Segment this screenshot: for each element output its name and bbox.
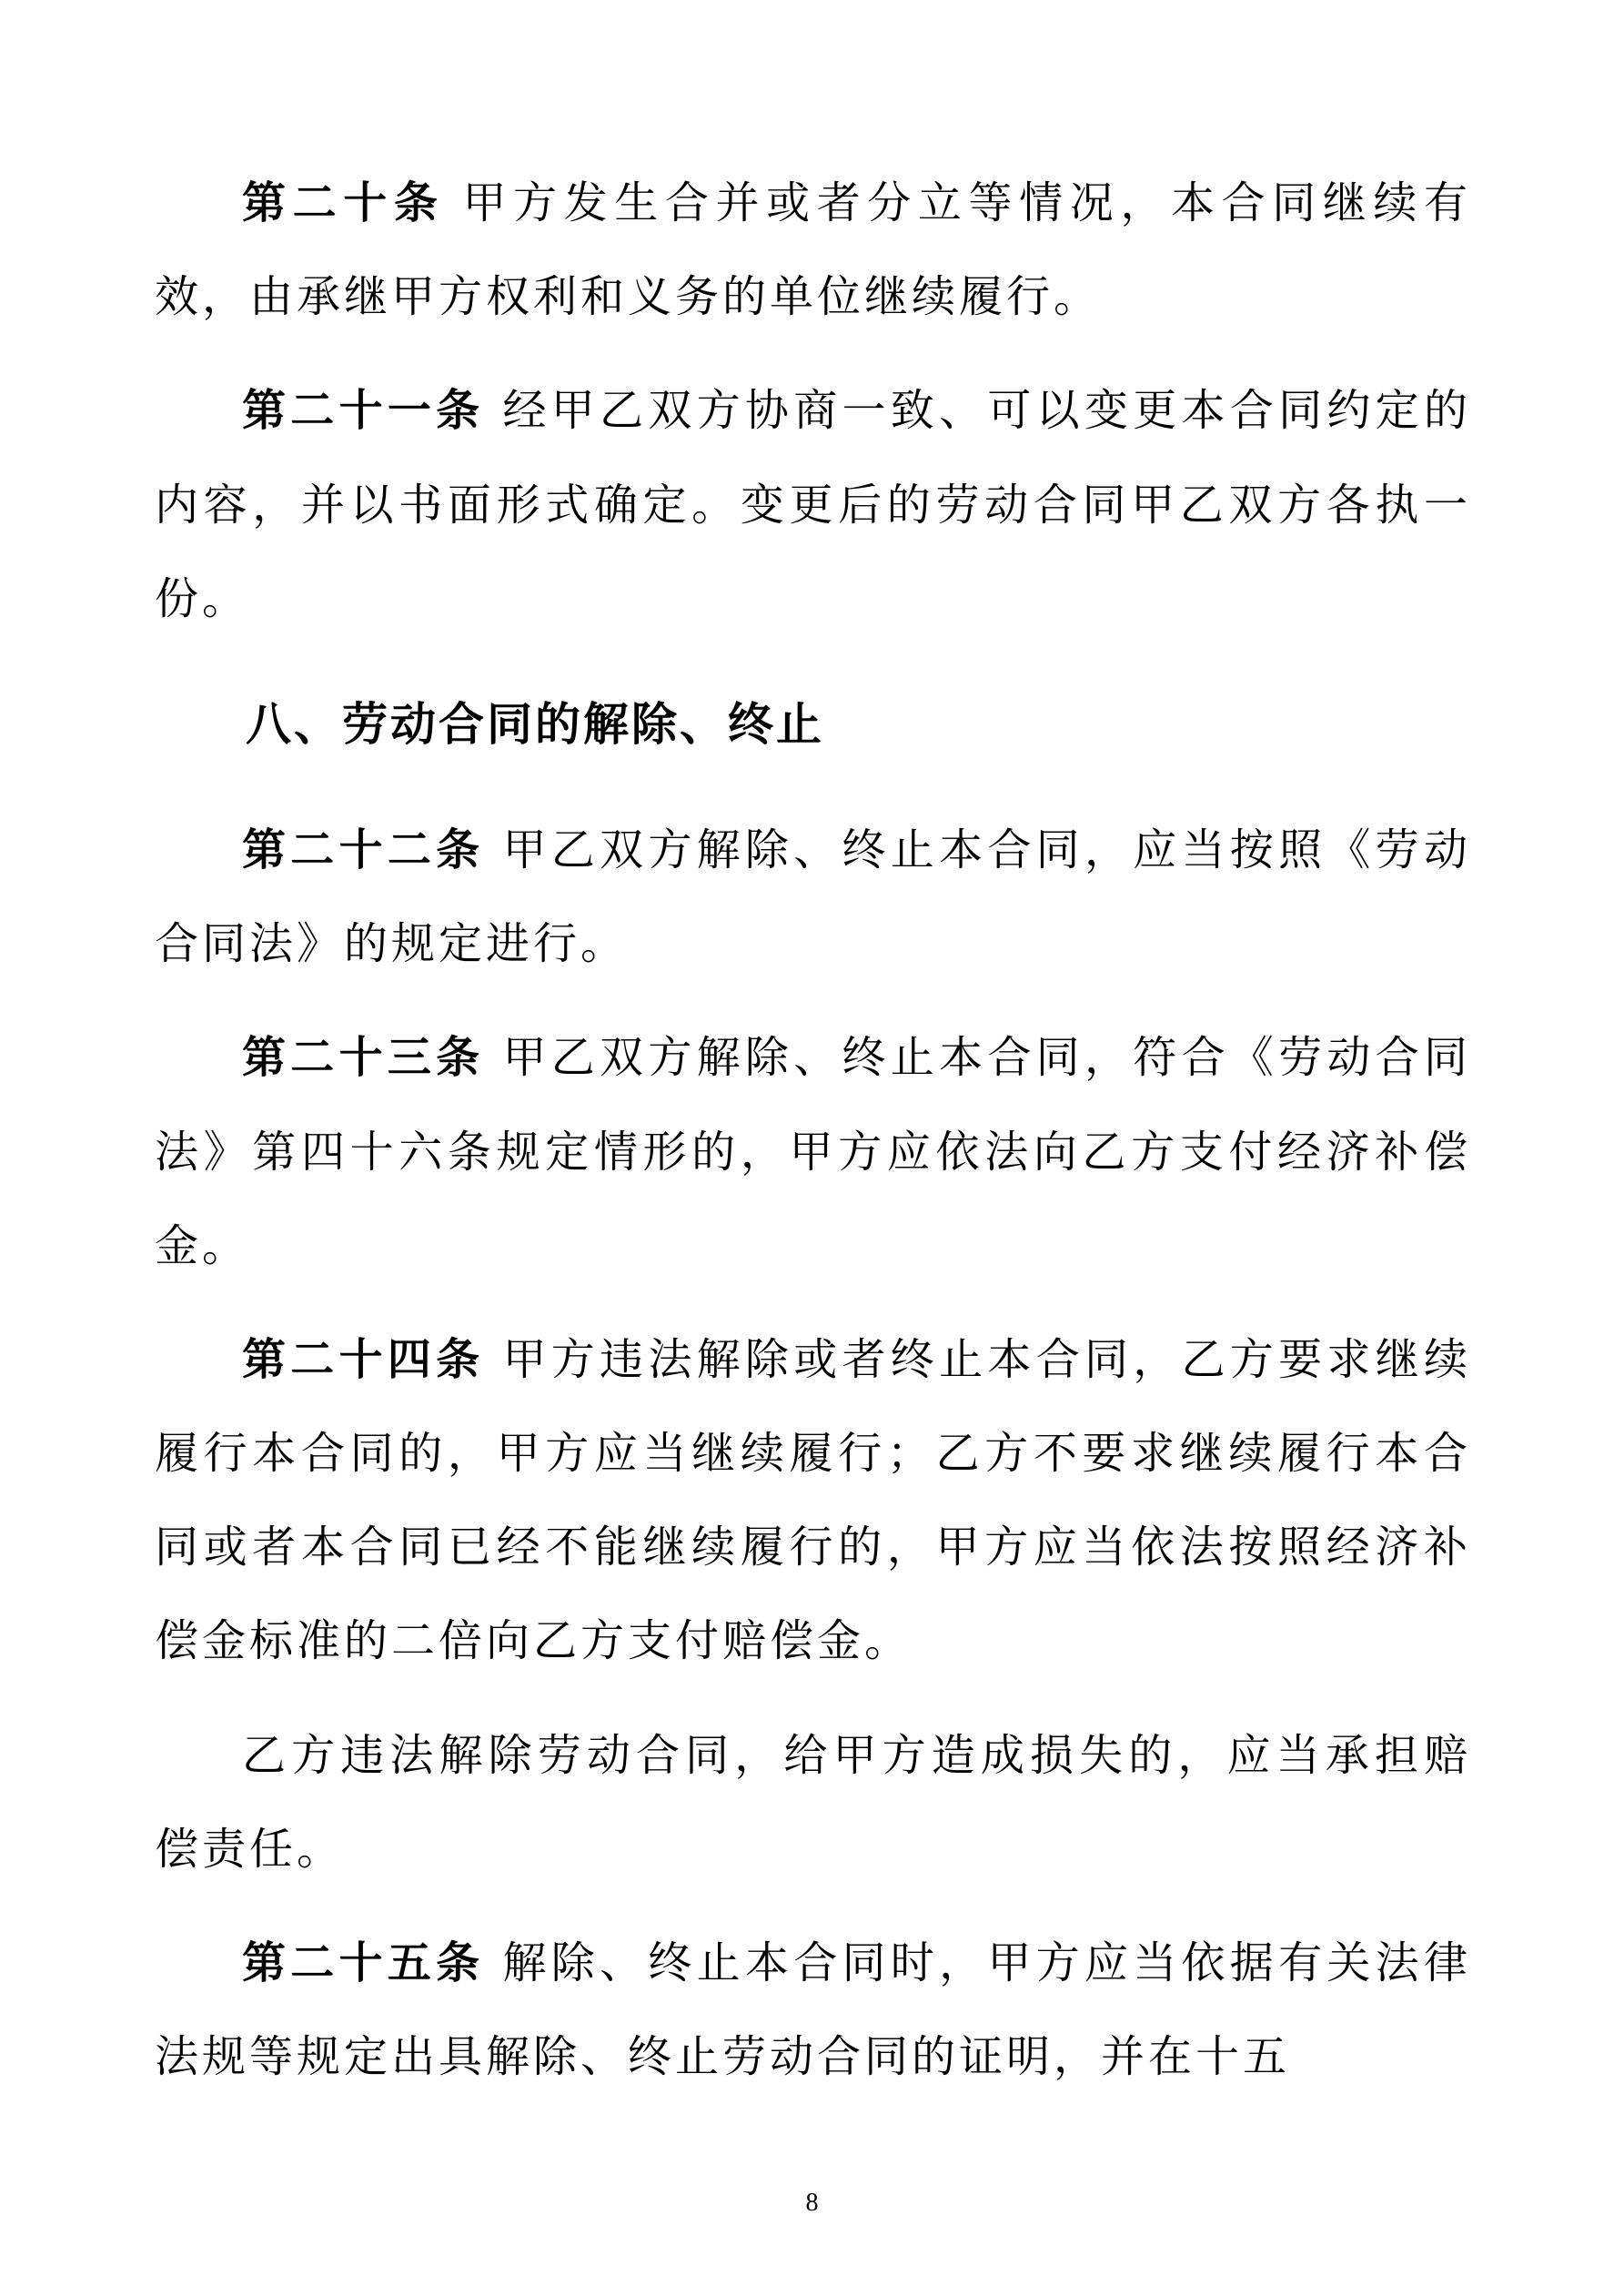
plain-paragraph bbox=[155, 1709, 1471, 1896]
article-text: 经甲乙双方协商一致、可以变更本合同约定的内容，并以书面形式确定。变更后的劳动合同甲乙双方各执一份。 bbox=[155, 387, 1471, 623]
article-paragraph-23 bbox=[155, 1011, 1471, 1293]
paragraph-text: 乙方违法解除劳动合同，给甲方造成损失的，应当承担赔偿责任。 bbox=[155, 1731, 1471, 1874]
article-number: 第二十四条 bbox=[242, 1335, 485, 1384]
article-paragraph-25 bbox=[155, 1917, 1471, 2104]
article-paragraph-21 bbox=[155, 364, 1471, 646]
article-text: 甲方发生合并或者分立等情况，本合同继续有效，由承继甲方权利和义务的单位继续履行。 bbox=[155, 179, 1471, 322]
article-paragraph-20 bbox=[155, 157, 1471, 344]
article-paragraph-24 bbox=[155, 1313, 1471, 1689]
article-number: 第二十二条 bbox=[242, 825, 485, 875]
article-number: 第二十条 bbox=[242, 179, 445, 228]
article-number: 第二十三条 bbox=[242, 1034, 485, 1083]
article-number: 第二十一条 bbox=[242, 387, 485, 436]
article-number: 第二十五条 bbox=[242, 1939, 485, 1988]
article-paragraph-22 bbox=[155, 804, 1471, 991]
article-text: 解除、终止本合同时，甲方应当依据有关法律法规等规定出具解除、终止劳动合同的证明，并在十五 bbox=[155, 1939, 1471, 2082]
article-text: 甲乙双方解除、终止本合同，符合《劳动合同法》第四十六条规定情形的，甲方应依法向乙方支付经济补偿金。 bbox=[155, 1034, 1471, 1270]
section-heading: 八、劳动合同的解除、终止 bbox=[246, 698, 824, 750]
page-number: 8 bbox=[805, 2189, 819, 2217]
article-text: 甲乙双方解除、终止本合同，应当按照《劳动合同法》的规定进行。 bbox=[155, 825, 1471, 969]
article-text: 甲方违法解除或者终止本合同，乙方要求继续履行本合同的，甲方应当继续履行；乙方不要求继续履行本合同或者本合同已经不能继续履行的，甲方应当依法按照经济补偿金标准的二倍向乙方支付赔偿金。 bbox=[155, 1335, 1471, 1666]
contract-body bbox=[155, 157, 1471, 2104]
